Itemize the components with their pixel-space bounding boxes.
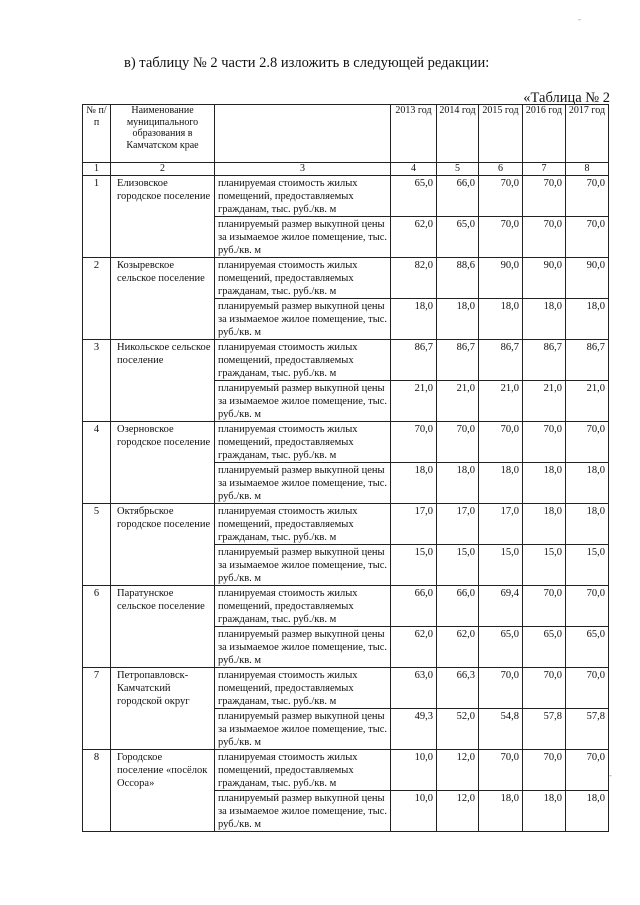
column-number-row xyxy=(83,163,609,176)
value-2017: 70,0 xyxy=(566,422,609,463)
value-2015: 54,8 xyxy=(479,709,523,750)
value-2014: 17,0 xyxy=(437,504,479,545)
indicator-housing-cost: планируемая стоимость жилых помещений, предоставляемых гражданам, тыс. руб./кв. м xyxy=(215,504,391,545)
value-2014: 66,3 xyxy=(437,668,479,709)
municipal-prices-table xyxy=(82,104,609,832)
value-2014: 15,0 xyxy=(437,545,479,586)
value-2017: 15,0 xyxy=(566,545,609,586)
table-row xyxy=(83,176,609,217)
value-2013: 10,0 xyxy=(391,750,437,791)
table-row xyxy=(83,586,609,627)
column-number: 4 xyxy=(391,163,437,176)
value-2014: 12,0 xyxy=(437,750,479,791)
column-number: 6 xyxy=(479,163,523,176)
row-number: 6 xyxy=(83,586,111,668)
header-year-2015: 2015 год xyxy=(479,105,523,163)
table-row xyxy=(83,750,609,791)
value-2016: 70,0 xyxy=(523,586,566,627)
value-2016: 70,0 xyxy=(523,750,566,791)
value-2015: 21,0 xyxy=(479,381,523,422)
value-2013: 15,0 xyxy=(391,545,437,586)
indicator-housing-cost: планируемая стоимость жилых помещений, предоставляемых гражданам, тыс. руб./кв. м xyxy=(215,422,391,463)
value-2016: 70,0 xyxy=(523,668,566,709)
indicator-housing-cost: планируемая стоимость жилых помещений, предоставляемых гражданам, тыс. руб./кв. м xyxy=(215,586,391,627)
municipality-name: Озерновское городское поселение xyxy=(111,422,215,504)
value-2013: 70,0 xyxy=(391,422,437,463)
value-2016: 18,0 xyxy=(523,791,566,832)
value-2016: 70,0 xyxy=(523,422,566,463)
municipality-name: Козыревское сельское поселение xyxy=(111,258,215,340)
value-2013: 10,0 xyxy=(391,791,437,832)
value-2017: 70,0 xyxy=(566,217,609,258)
value-2013: 18,0 xyxy=(391,299,437,340)
indicator-housing-cost: планируемая стоимость жилых помещений, предоставляемых гражданам, тыс. руб./кв. м xyxy=(215,176,391,217)
value-2014: 70,0 xyxy=(437,422,479,463)
value-2015: 18,0 xyxy=(479,791,523,832)
municipality-name: Петропавловск-Камчатский городской округ xyxy=(111,668,215,750)
header-number: № п/п xyxy=(83,105,111,163)
value-2017: 70,0 xyxy=(566,176,609,217)
municipality-name: Октябрьское городское поселение xyxy=(111,504,215,586)
column-number: 7 xyxy=(523,163,566,176)
value-2017: 57,8 xyxy=(566,709,609,750)
municipality-name: Паратунское сельское поселение xyxy=(111,586,215,668)
value-2014: 86,7 xyxy=(437,340,479,381)
value-2015: 17,0 xyxy=(479,504,523,545)
value-2017: 18,0 xyxy=(566,791,609,832)
value-2014: 65,0 xyxy=(437,217,479,258)
municipality-name: Никольское сельское поселение xyxy=(111,340,215,422)
value-2013: 86,7 xyxy=(391,340,437,381)
column-number: 5 xyxy=(437,163,479,176)
value-2013: 17,0 xyxy=(391,504,437,545)
amendment-heading: в) таблицу № 2 части 2.8 изложить в следующей редакции: xyxy=(124,55,490,71)
column-number: 8 xyxy=(566,163,609,176)
value-2016: 65,0 xyxy=(523,627,566,668)
value-2015: 15,0 xyxy=(479,545,523,586)
table-row xyxy=(83,504,609,545)
value-2017: 21,0 xyxy=(566,381,609,422)
value-2017: 18,0 xyxy=(566,504,609,545)
value-2016: 70,0 xyxy=(523,176,566,217)
value-2015: 70,0 xyxy=(479,750,523,791)
table-caption: «Таблица № 2 xyxy=(523,90,610,106)
value-2016: 21,0 xyxy=(523,381,566,422)
value-2016: 18,0 xyxy=(523,299,566,340)
value-2014: 52,0 xyxy=(437,709,479,750)
value-2013: 62,0 xyxy=(391,627,437,668)
value-2016: 90,0 xyxy=(523,258,566,299)
indicator-redemption-price: планируемый размер выкупной цены за изымаемое жилое помещение, тыс. руб./кв. м xyxy=(215,791,391,832)
header-year-2017: 2017 год xyxy=(566,105,609,163)
value-2017: 70,0 xyxy=(566,586,609,627)
header-indicator xyxy=(215,105,391,163)
header-year-2016: 2016 год xyxy=(523,105,566,163)
value-2013: 49,3 xyxy=(391,709,437,750)
table-row xyxy=(83,340,609,381)
indicator-redemption-price: планируемый размер выкупной цены за изымаемое жилое помещение, тыс. руб./кв. м xyxy=(215,217,391,258)
value-2014: 66,0 xyxy=(437,586,479,627)
value-2015: 18,0 xyxy=(479,299,523,340)
row-number: 1 xyxy=(83,176,111,258)
row-number: 4 xyxy=(83,422,111,504)
column-number: 3 xyxy=(215,163,391,176)
row-number: 8 xyxy=(83,750,111,832)
value-2014: 18,0 xyxy=(437,299,479,340)
indicator-housing-cost: планируемая стоимость жилых помещений, предоставляемых гражданам, тыс. руб./кв. м xyxy=(215,340,391,381)
value-2014: 88,6 xyxy=(437,258,479,299)
value-2016: 15,0 xyxy=(523,545,566,586)
value-2015: 69,4 xyxy=(479,586,523,627)
table-body xyxy=(83,176,609,832)
table-row xyxy=(83,422,609,463)
value-2015: 70,0 xyxy=(479,217,523,258)
indicator-redemption-price: планируемый размер выкупной цены за изымаемое жилое помещение, тыс. руб./кв. м xyxy=(215,299,391,340)
table-row xyxy=(83,258,609,299)
header-row xyxy=(83,105,609,163)
indicator-redemption-price: планируемый размер выкупной цены за изымаемое жилое помещение, тыс. руб./кв. м xyxy=(215,545,391,586)
value-2015: 70,0 xyxy=(479,176,523,217)
value-2015: 70,0 xyxy=(479,668,523,709)
header-municipality: Наименование муниципального образования в Камчатском крае xyxy=(111,105,215,163)
value-2013: 65,0 xyxy=(391,176,437,217)
header-year-2014: 2014 год xyxy=(437,105,479,163)
top-right-mark: - xyxy=(578,14,581,24)
indicator-housing-cost: планируемая стоимость жилых помещений, предоставляемых гражданам, тыс. руб./кв. м xyxy=(215,668,391,709)
column-number: 2 xyxy=(111,163,215,176)
value-2014: 66,0 xyxy=(437,176,479,217)
value-2016: 57,8 xyxy=(523,709,566,750)
value-2016: 18,0 xyxy=(523,504,566,545)
row-number: 3 xyxy=(83,340,111,422)
indicator-redemption-price: планируемый размер выкупной цены за изымаемое жилое помещение, тыс. руб./кв. м xyxy=(215,627,391,668)
value-2017: 18,0 xyxy=(566,299,609,340)
value-2014: 12,0 xyxy=(437,791,479,832)
value-2017: 86,7 xyxy=(566,340,609,381)
value-2013: 63,0 xyxy=(391,668,437,709)
value-2017: 90,0 xyxy=(566,258,609,299)
indicator-housing-cost: планируемая стоимость жилых помещений, предоставляемых гражданам, тыс. руб./кв. м xyxy=(215,258,391,299)
row-number: 7 xyxy=(83,668,111,750)
indicator-housing-cost: планируемая стоимость жилых помещений, предоставляемых гражданам, тыс. руб./кв. м xyxy=(215,750,391,791)
value-2017: 70,0 xyxy=(566,750,609,791)
value-2017: 70,0 xyxy=(566,668,609,709)
value-2013: 62,0 xyxy=(391,217,437,258)
value-2015: 65,0 xyxy=(479,627,523,668)
value-2014: 18,0 xyxy=(437,463,479,504)
value-2017: 65,0 xyxy=(566,627,609,668)
row-number: 2 xyxy=(83,258,111,340)
value-2014: 62,0 xyxy=(437,627,479,668)
right-margin-mark: - xyxy=(609,770,612,780)
row-number: 5 xyxy=(83,504,111,586)
value-2017: 18,0 xyxy=(566,463,609,504)
indicator-redemption-price: планируемый размер выкупной цены за изымаемое жилое помещение, тыс. руб./кв. м xyxy=(215,709,391,750)
value-2015: 70,0 xyxy=(479,422,523,463)
value-2015: 90,0 xyxy=(479,258,523,299)
value-2013: 21,0 xyxy=(391,381,437,422)
municipality-name: Елизовское городское поселение xyxy=(111,176,215,258)
value-2013: 82,0 xyxy=(391,258,437,299)
value-2014: 21,0 xyxy=(437,381,479,422)
column-number: 1 xyxy=(83,163,111,176)
indicator-redemption-price: планируемый размер выкупной цены за изымаемое жилое помещение, тыс. руб./кв. м xyxy=(215,463,391,504)
value-2016: 18,0 xyxy=(523,463,566,504)
value-2013: 18,0 xyxy=(391,463,437,504)
table-row xyxy=(83,668,609,709)
header-year-2013: 2013 год xyxy=(391,105,437,163)
value-2015: 18,0 xyxy=(479,463,523,504)
indicator-redemption-price: планируемый размер выкупной цены за изымаемое жилое помещение, тыс. руб./кв. м xyxy=(215,381,391,422)
value-2015: 86,7 xyxy=(479,340,523,381)
municipality-name: Городское поселение «посёлок Оссора» xyxy=(111,750,215,832)
value-2016: 86,7 xyxy=(523,340,566,381)
value-2016: 70,0 xyxy=(523,217,566,258)
value-2013: 66,0 xyxy=(391,586,437,627)
